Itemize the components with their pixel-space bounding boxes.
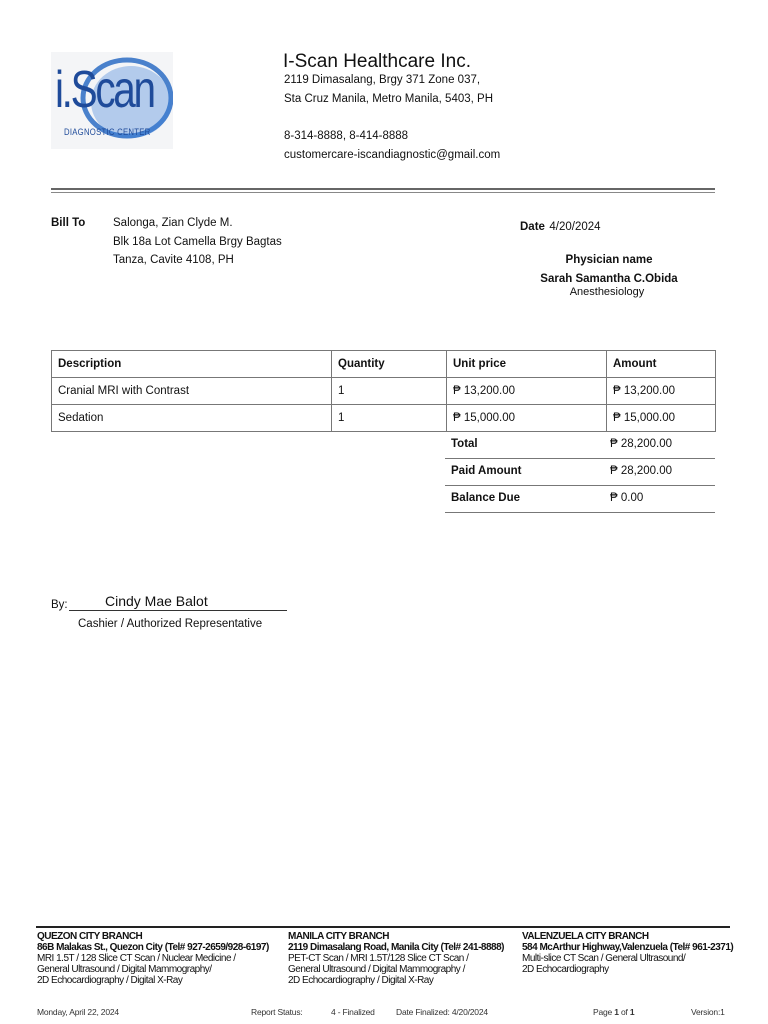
signature-line (69, 610, 287, 611)
physician-label: Physician name (565, 254, 653, 266)
column-header: Amount (607, 351, 716, 378)
page-current: 1 (614, 1007, 619, 1017)
branch-services: Multi-slice CT Scan / General Ultrasound/ (522, 953, 686, 964)
branch-services: MRI 1.5T / 128 Slice CT Scan / Nuclear Medicine / (37, 953, 236, 964)
company-logo (51, 52, 173, 149)
column-header: Unit price (447, 351, 607, 378)
header-divider (51, 188, 715, 190)
invoice-date (520, 217, 601, 235)
bill-to-label: Bill To (51, 217, 86, 229)
version-label: Version:1 (691, 1007, 725, 1017)
line-items-table (51, 350, 716, 432)
page-prefix: Page (593, 1007, 613, 1017)
report-status-label: Report Status: (251, 1007, 303, 1017)
date-label: Date (520, 221, 545, 233)
branch-address: 2119 Dimasalang Road, Manila City (Tel# 241-8888) (288, 942, 504, 953)
balance-due-value: ₱ 0.00 (610, 492, 644, 504)
branch-services: 2D Echocardiography / Digital X-Ray (288, 975, 434, 986)
item-quantity: 1 (332, 378, 447, 405)
branch-services: PET-CT Scan / MRI 1.5T/128 Slice CT Scan / (288, 953, 469, 964)
branch-valenzuela (522, 931, 733, 975)
page-indicator (593, 1007, 634, 1017)
balance-due-row (445, 486, 715, 513)
branch-address: 86B Malakas St., Quezon City (Tel# 927-2659/928-6197) (37, 942, 269, 953)
item-unit-price: ₱ 15,000.00 (447, 405, 607, 432)
item-description: Sedation (52, 405, 332, 432)
branch-quezon (37, 931, 269, 986)
item-description: Cranial MRI with Contrast (52, 378, 332, 405)
logo-wordmark: i.Scan (55, 61, 154, 119)
date-value: 4/20/2024 (549, 221, 601, 233)
column-header: Quantity (332, 351, 447, 378)
report-status-value: 4 - Finalized (331, 1007, 375, 1017)
branch-title: VALENZUELA CITY BRANCH (522, 931, 649, 942)
branch-manila (288, 931, 504, 986)
logo-subtitle: DIAGNOSTIC CENTER (64, 127, 151, 137)
branch-services: General Ultrasound / Digital Mammography / (288, 964, 465, 975)
item-amount: ₱ 13,200.00 (607, 378, 716, 405)
signature-name: Cindy Mae Balot (105, 593, 208, 609)
item-quantity: 1 (332, 405, 447, 432)
company-address-line2: Sta Cruz Manila, Metro Manila, 5403, PH (284, 93, 494, 105)
branch-title: QUEZON CITY BRANCH (37, 931, 143, 942)
signature-by-label: By: (51, 599, 68, 611)
item-unit-price: ₱ 13,200.00 (447, 378, 607, 405)
branch-services: General Ultrasound / Digital Mammography/ (37, 964, 212, 975)
branch-services: 2D Echocardiography / Digital X-Ray (37, 975, 183, 986)
page-total: 1 (629, 1007, 635, 1017)
item-amount: ₱ 15,000.00 (607, 405, 716, 432)
bill-to-name: Salonga, Zian Clyde M. (113, 217, 233, 229)
print-date: Monday, April 22, 2024 (37, 1007, 119, 1017)
table-row (52, 405, 716, 432)
table-header-row (52, 351, 716, 378)
page-of: of (620, 1007, 628, 1017)
paid-amount-value: ₱ 28,200.00 (610, 465, 673, 477)
company-phone: 8-314-8888, 8-414-8888 (284, 130, 409, 142)
physician-name: Sarah Samantha C.Obida (540, 273, 678, 285)
table-row (52, 378, 716, 405)
total-label: Total (451, 438, 478, 450)
signature-role: Cashier / Authorized Representative (78, 618, 263, 630)
branch-services: 2D Echocardiography (522, 964, 609, 975)
company-name: I-Scan Healthcare Inc. (283, 51, 471, 72)
company-address-line1: 2119 Dimasalang, Brgy 371 Zone 037, (284, 74, 481, 86)
branch-title: MANILA CITY BRANCH (288, 931, 389, 942)
paid-amount-label: Paid Amount (451, 465, 522, 477)
branch-address: 584 McArthur Highway,Valenzuela (Tel# 961-2371) (522, 942, 734, 953)
physician-specialty: Anesthesiology (569, 286, 645, 298)
total-row (445, 432, 715, 459)
company-email: customercare-iscandiagnostic@gmail.com (284, 149, 501, 161)
paid-amount-row (445, 459, 715, 486)
balance-due-label: Balance Due (451, 492, 521, 504)
bill-to-address-line1: Blk 18a Lot Camella Brgy Bagtas (113, 236, 282, 248)
header-divider-thin (51, 192, 715, 193)
date-finalized: Date Finalized: 4/20/2024 (396, 1007, 488, 1017)
column-header: Description (52, 351, 332, 378)
bill-to-address-line2: Tanza, Cavite 4108, PH (113, 254, 234, 266)
footer-divider (36, 926, 730, 928)
total-value: ₱ 28,200.00 (610, 438, 673, 450)
